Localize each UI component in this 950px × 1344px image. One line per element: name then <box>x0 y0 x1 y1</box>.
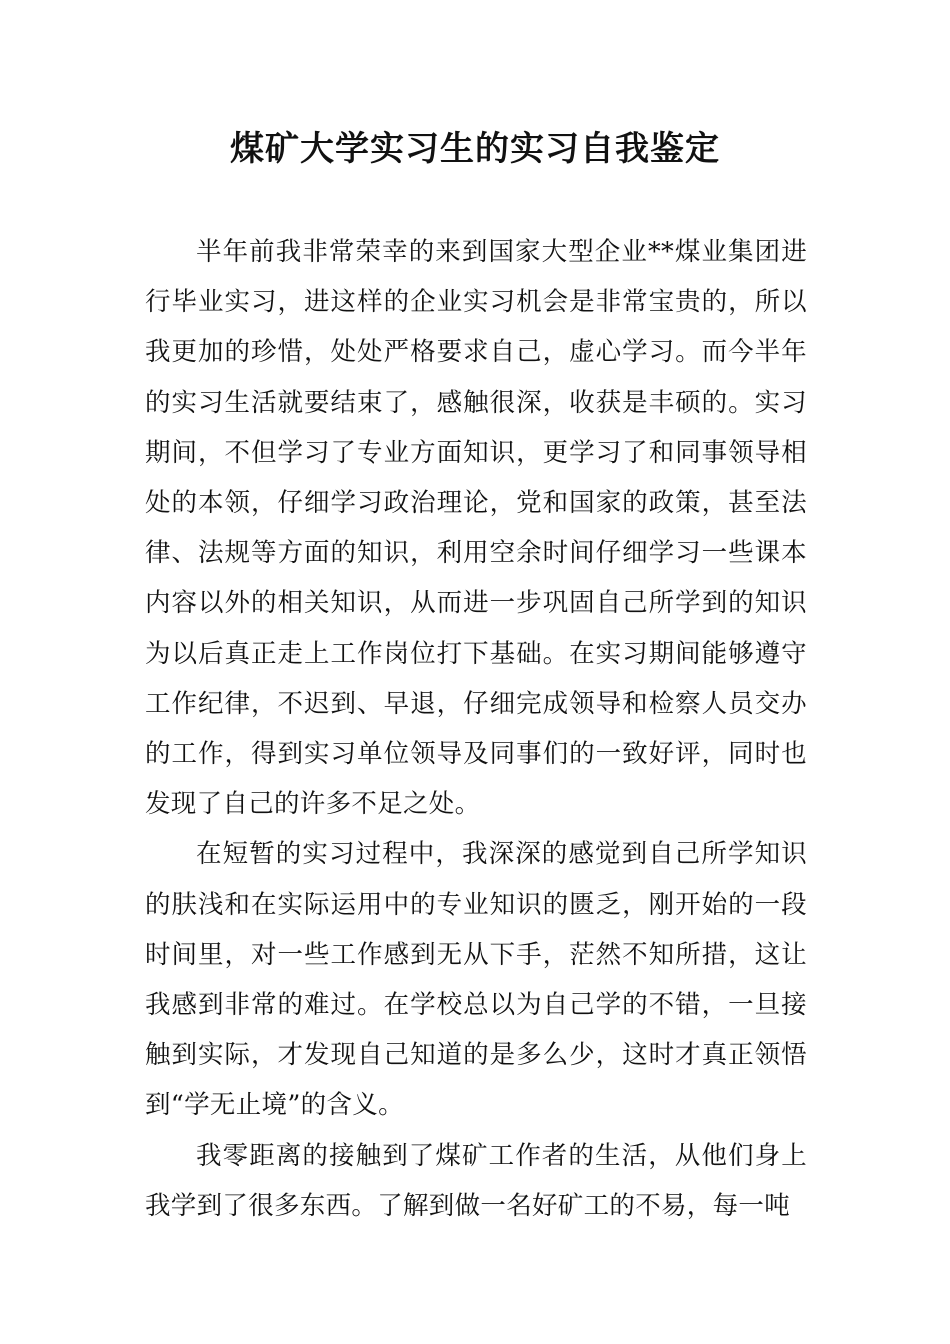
paragraph-1: 半年前我非常荣幸的来到国家大型企业**煤业集团进行毕业实习，进这样的企业实习机会是非常宝贵的，所以我更加的珍惜，处处严格要求自己，虚心学习。而今半年的实习生活就要结束了，感触很深，收获是丰硕的。实习期间，不但学习了专业方面知识，更学习了和同事领导相处的本领，仔细学习政治理论，党和国家的政策，甚至法律、法规等方面的知识，利用空余时间仔细学习一些课本内容以外的相关知识，从而进一步巩固自己所学到的知识为以后真正走上工作岗位打下基础。在实习期间能够遵守工作纪律，不迟到、早退，仔细完成领导和检察人员交办的工作，得到实习单位领导及同事们的一致好评，同时也发现了自己的许多不足之处。 <box>145 237 807 820</box>
paragraph-3: 我零距离的接触到了煤矿工作者的生活，从他们身上我学到了很多东西。了解到做一名好矿工的不易，每一吨 <box>145 1140 807 1221</box>
document-title: 煤矿大学实习生的实习自我鉴定 <box>230 129 720 169</box>
document-body <box>145 227 807 1231</box>
paragraph-2: 在短暂的实习过程中，我深深的感觉到自己所学知识的肤浅和在实际运用中的专业知识的匮乏，刚开始的一段时间里，对一些工作感到无从下手，茫然不知所措，这让我感到非常的难过。在学校总以为自己学的不错，一旦接触到实际，才发现自己知道的是多么少，这时才真正领悟到“学无止境”的含义。 <box>145 839 807 1121</box>
